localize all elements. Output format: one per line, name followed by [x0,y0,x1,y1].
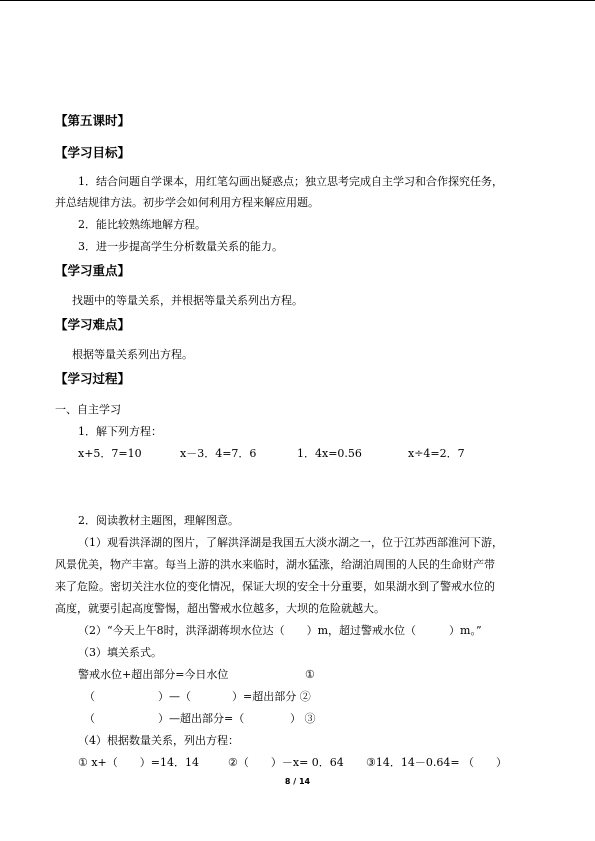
relation-1-text: 警戒水位+超出部分=今日水位 [78,668,229,681]
objective-item-2: 2．能比较熟练地解方程。 [78,218,206,231]
reading-paragraph-line-4: 高度，就要引起高度警惕，超出警戒水位越多，大坝的危险就越大。 [55,602,385,615]
question-2-2: （2）“今天上午8时，洪泽湖蒋坝水位达（ ）m，超过警戒水位（ ）m。” [78,624,482,637]
relation-2-end: ）=超出部分 ② [232,690,311,703]
objectives-heading: 【学习目标】 [55,145,131,160]
equation-4: x÷4=2．7 [408,447,465,460]
key-points-text: 找题中的等量关系，并根据等量关系列出方程。 [72,294,303,307]
relation-3-middle: ）—超出部分=（ [158,712,245,725]
section-self-study: 一、自主学习 [55,403,121,416]
equation-1: x+5．7=10 [78,447,142,460]
header-rule [0,0,595,1]
difficulties-text: 根据等量关系列出方程。 [72,348,193,361]
key-points-heading: 【学习重点】 [55,263,131,278]
reading-paragraph-line-1: （1）观看洪泽湖的图片，了解洪泽湖是我国五大淡水湖之一，位于江苏西部淮河下游， [78,536,503,549]
relation-3-open: （ [84,712,95,725]
objective-item-1-line-1: 1．结合问题自学课本，用红笔勾画出疑惑点；独立思考完成自主学习和合作探究任务， [78,175,503,188]
equation-b: ②（ ）－x= 0．64 [228,756,344,769]
equation-2: x－3．4=7．6 [180,447,257,460]
equation-c: ③14．14－0.64= （ ） [366,756,508,769]
equation-a: ① x+（ ）=14．14 [78,756,199,769]
process-heading: 【学习过程】 [55,371,131,386]
lesson-heading: 【第五课时】 [55,113,131,128]
relation-3-end: ） ③ [290,712,316,725]
question-2-3: （3）填关系式。 [78,646,162,659]
objective-item-1-line-2: 并总结规律方法。初步学会如何利用方程来解应用题。 [55,196,319,209]
question-2-4: （4）根据数量关系，列出方程： [78,734,239,747]
relation-1-number: ① [305,668,315,681]
reading-paragraph-line-3: 来了危险。密切关注水位的变化情况，保证大坝的安全十分重要，如果湖水到了警戒水位的 [55,580,495,593]
question-1-title: 1．解下列方程： [78,425,162,438]
equation-3: 1．4x=0.56 [297,447,362,460]
relation-2-open: （ [84,690,95,703]
difficulties-heading: 【学习难点】 [55,317,131,332]
relation-2-middle: ）—（ [158,690,191,703]
objective-item-3: 3．进一步提高学生分析数量关系的能力。 [78,240,283,253]
question-2-title: 2．阅读教材主题图，理解图意。 [78,514,239,527]
page-number: 8 / 14 [284,777,311,786]
reading-paragraph-line-2: 风景优美，物产丰富。每当上游的洪水来临时，湖水猛涨，给湖泊周围的人民的生命财产带 [55,558,495,571]
